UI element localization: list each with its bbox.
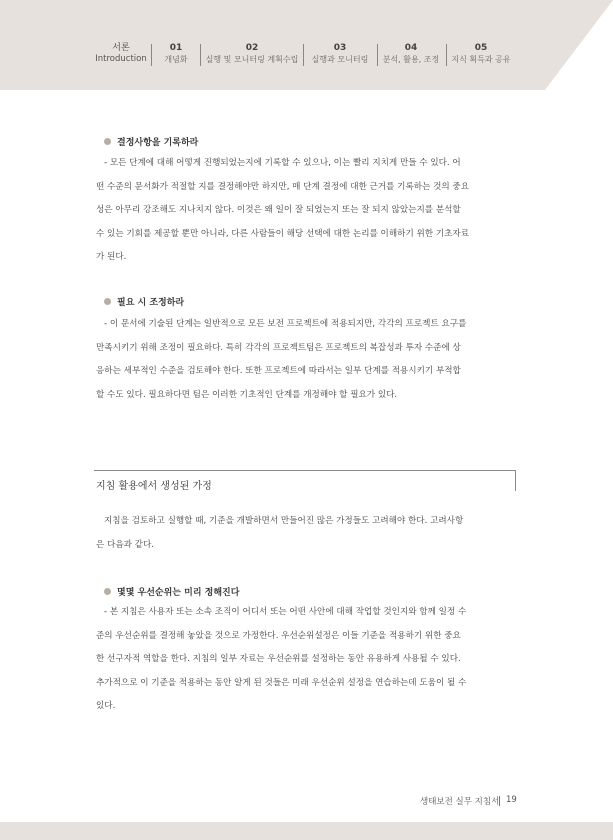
bullet-icon <box>104 588 111 595</box>
bullet-icon <box>104 138 111 145</box>
paragraph <box>96 313 521 407</box>
section-title: 지침 활용에서 생성된 가정 <box>96 481 212 492</box>
text-line: - 이 문서에 기술된 단계는 일반적으로 모든 보전 프로젝트에 적용되지만, 각각의 프로젝트 요구를 <box>104 319 467 329</box>
text-line: 응하는 세부적인 수준을 검토해야 한다. 또한 프로젝트에 따라서는 일부 단계를 적용시키기 부적합 <box>96 366 461 376</box>
text-line: - 본 지침은 사용자 또는 소속 조직이 어디서 또는 어떤 사안에 대해 작업할 것인지와 함께 일정 수 <box>104 607 467 617</box>
text-line: 수 있는 기회를 제공할 뿐만 아니라, 다른 사람들이 해당 선택에 대한 논리를 이해하기 위한 기초자료 <box>96 228 470 239</box>
footer-divider <box>499 796 500 806</box>
subsection-heading <box>104 135 198 148</box>
paragraph <box>96 601 521 719</box>
text-line: 있다. <box>96 701 116 711</box>
nav-divider <box>377 44 378 66</box>
bullet-icon <box>104 298 111 305</box>
nav-item-02[interactable] <box>204 43 300 65</box>
nav-label: 실행 및 모니터링 계획수립 <box>205 55 299 64</box>
text-line: 할 수도 있다. 필요하다면 팀은 이러한 기초적인 단계를 개정해야 할 필요가 있다. <box>96 389 398 400</box>
chapter-nav <box>0 0 560 90</box>
paragraph <box>96 510 521 557</box>
text-line: 만족시키기 위해 조정이 필요하다. 특히 각각의 프로젝트팀은 프로젝트의 복잡성과 투자 수준에 상 <box>96 342 461 353</box>
nav-num: 05 <box>474 43 488 53</box>
nav-label: 지식 획득과 공유 <box>451 55 511 64</box>
subsection-heading <box>104 295 184 308</box>
text-line: 추가적으로 이 기준을 적용하는 동안 알게 된 것들은 미래 우선순위 설정을 연습하는데 도움이 될 수 <box>96 677 467 688</box>
nav-label: 개념화 <box>164 55 188 64</box>
nav-divider <box>446 44 447 66</box>
nav-item-01[interactable] <box>158 43 194 65</box>
nav-divider <box>200 44 201 66</box>
text-line: 지침을 검토하고 실행할 때, 기준을 개발하면서 만들어진 많은 가정들도 고려해야 한다. 고려사항 <box>104 516 464 526</box>
text-line: 준의 우선순위를 결정해 놓았을 것으로 가정한다. 우선순위설정은 이들 기준을 적용하기 위한 중요 <box>96 630 461 641</box>
nav-label: Introduction <box>95 54 147 64</box>
text-line: 한 선구자적 역할을 한다. 지침의 일부 자료는 우선순위를 설정하는 동안 유용하게 사용될 수 있다. <box>96 654 461 664</box>
nav-num: 서론 <box>112 43 130 53</box>
nav-label: 분석, 활용, 조정 <box>382 55 440 64</box>
nav-num: 01 <box>169 43 183 53</box>
nav-num: 03 <box>333 43 347 53</box>
text-line: 떤 수준의 문서화가 적절할 지를 결정해야만 하지만, 매 단계 결정에 대한 근거를 기록하는 것의 중요 <box>96 181 470 192</box>
nav-num: 02 <box>245 43 259 53</box>
nav-divider <box>151 44 152 66</box>
nav-item-03[interactable] <box>307 43 373 65</box>
nav-divider <box>303 44 304 66</box>
nav-item-04[interactable] <box>380 43 442 65</box>
page-number: 19 <box>506 795 517 805</box>
subsection-title: 필요 시 조정하라 <box>117 298 185 308</box>
footer-band <box>0 822 613 840</box>
nav-item-05[interactable] <box>449 43 513 65</box>
paragraph <box>96 152 521 270</box>
subsection-title: 결정사항을 기록하라 <box>117 138 199 148</box>
text-line: - 모든 단계에 대해 어떻게 진행되었는지에 기록할 수 있으나, 이는 빨리 지치게 만들 수 있다. 어 <box>104 158 461 168</box>
nav-label: 실행과 모니터링 <box>311 55 369 64</box>
text-line: 은 다음과 같다. <box>96 539 155 550</box>
nav-item-intro[interactable] <box>95 43 147 65</box>
footer-title: 생태보전 실무 지침서 <box>420 797 500 807</box>
text-line: 가 된다. <box>96 252 127 262</box>
subsection-heading <box>104 585 239 598</box>
nav-num: 04 <box>404 43 418 53</box>
subsection-title: 몇몇 우선순위는 미리 정해진다 <box>117 588 240 598</box>
text-line: 성은 아무리 강조해도 지나치지 않다. 이것은 왜 일이 잘 되었는지 또는 잘 되지 않았는지를 분석할 <box>96 205 461 215</box>
